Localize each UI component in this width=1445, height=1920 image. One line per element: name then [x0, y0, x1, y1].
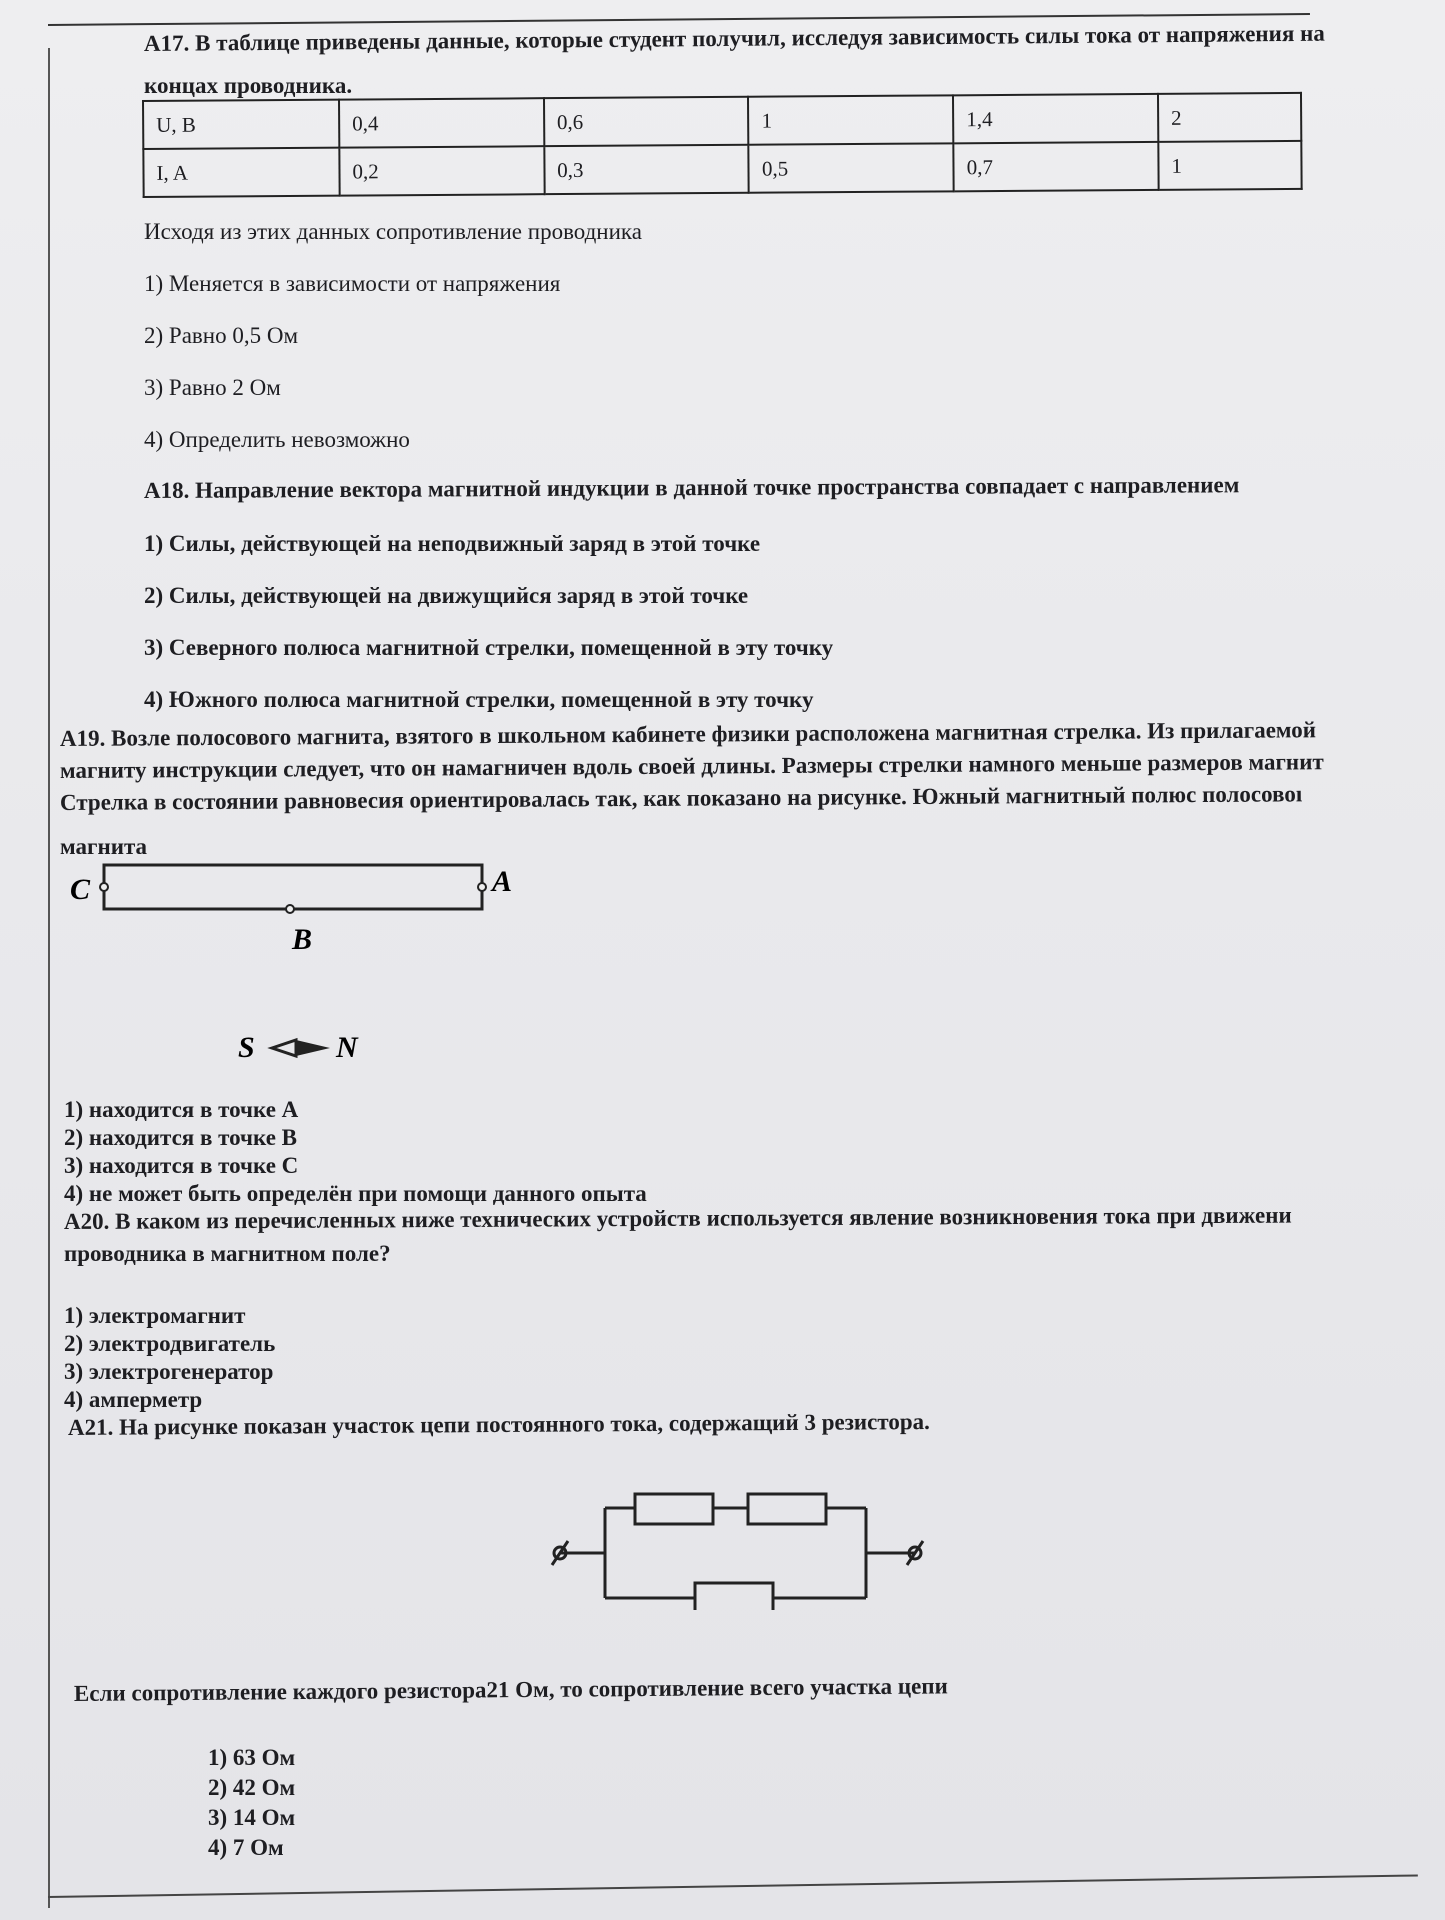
a20-text-1: В каком из перечисленных ниже технических устройств используется явление возникновения тока при движени	[109, 1202, 1292, 1234]
point-b-marker	[286, 905, 294, 913]
resistor-bottom	[695, 1583, 773, 1610]
a17-option-1: 1) Меняется в зависимости от напряжения	[144, 271, 561, 296]
a18-number: A18.	[143, 477, 190, 503]
a19-line4: магнита	[60, 834, 148, 859]
table-cell: 2	[1158, 93, 1301, 142]
table-cell: 0,7	[954, 142, 1159, 191]
a21-option-3: 3) 14 Ом	[208, 1805, 296, 1830]
a19-option-1: 1) находится в точке А	[64, 1097, 299, 1122]
resistor-top-2	[748, 1494, 826, 1524]
a20-number: A20.	[63, 1208, 110, 1234]
a21-circuit-diagram	[550, 1470, 970, 1610]
a21-question: Если сопротивление каждого резистора21 Ом, то сопротивление всего участка цепи	[73, 1673, 948, 1706]
a18-option-2: 2) Силы, действующей на движущийся заряд в этой точке	[144, 583, 749, 608]
table-cell: 0,5	[749, 143, 954, 192]
table-cell: 0,6	[544, 97, 749, 146]
a17-number: A17.	[143, 30, 190, 56]
table-cell: 1,4	[953, 94, 1158, 143]
resistor-top-1	[635, 1494, 713, 1524]
a19-option-2: 2) находится в точке В	[64, 1125, 298, 1150]
a17-title-line2: концах проводника.	[144, 73, 353, 98]
a21-option-4: 4) 7 Ом	[208, 1835, 284, 1860]
a19-option-3: 3) находится в точке С	[64, 1153, 299, 1178]
a21-option-2: 2) 42 Ом	[208, 1775, 296, 1800]
table-row-voltage	[143, 93, 1301, 149]
a17-title-text: В таблице приведены данные, которые студент получил, исследуя зависимость силы тока от напряжения на	[189, 20, 1325, 56]
a18-option-4: 4) Южного полюса магнитной стрелки, помещенной в эту точку	[144, 687, 814, 712]
a19-number: A19.	[59, 725, 106, 751]
table-row-current	[143, 141, 1301, 197]
point-a-marker	[478, 883, 486, 891]
compass-needle-north	[296, 1040, 330, 1056]
a18-option-1: 1) Силы, действующей на неподвижный заряд в этой точке	[144, 531, 761, 556]
a21-title	[68, 1408, 930, 1442]
compass-label-n: N	[336, 1031, 358, 1064]
a20-option-1: 1) электромагнит	[64, 1303, 246, 1328]
compass-label-s: S	[238, 1031, 255, 1064]
a20-line2: проводника в магнитном поле?	[64, 1241, 391, 1266]
label-c: C	[70, 873, 91, 906]
a19-line2: магниту инструкции следует, что он намагничен вдоль своей длины. Размеры стрелки намного меньше размеров магнит	[59, 749, 1324, 783]
a21-number: A21.	[67, 1414, 114, 1440]
a18-option-3: 3) Северного полюса магнитной стрелки, помещенной в эту точку	[144, 635, 834, 660]
a21-title-text: На рисунке показан участок цепи постоянного тока, содержащий 3 резистора.	[113, 1408, 930, 1440]
a17-option-2: 2) Равно 0,5 Ом	[144, 323, 298, 348]
table-cell: U, В	[143, 100, 339, 149]
a17-data-table	[142, 92, 1303, 198]
label-b: B	[292, 923, 313, 956]
a19-line3: Стрелка в состоянии равновесия ориентировалась так, как показано на рисунке. Южный магнитный полюс полосовоı	[59, 781, 1303, 815]
a17-option-4: 4) Определить невозможно	[144, 427, 410, 452]
a17-title-line1	[144, 20, 1325, 58]
point-c-marker	[100, 883, 108, 891]
label-a: A	[492, 865, 513, 898]
a19-text-1: Возле полосового магнита, взятого в школьном кабинете физики расположена магнитная стрелка. Из прилагаемой	[105, 717, 1317, 751]
a19-magnet-figure	[60, 855, 540, 1075]
bar-magnet	[104, 865, 482, 909]
frame-bottom-line	[48, 1874, 1418, 1898]
frame-left-line	[48, 48, 50, 1908]
a17-option-3: 3) Равно 2 Ом	[144, 375, 281, 400]
table-cell: 1	[748, 95, 953, 144]
table-cell: 1	[1158, 141, 1301, 190]
a19-line1	[60, 716, 1316, 753]
table-cell: I, A	[143, 148, 339, 197]
a20-option-3: 3) электрогенератор	[64, 1359, 274, 1384]
a20-line1	[64, 1202, 1292, 1236]
table-cell: 0,3	[544, 145, 749, 194]
table-cell: 0,2	[339, 146, 544, 195]
a18-title	[144, 471, 1240, 505]
a19-option-4: 4) не может быть определён при помощи данного опыта	[64, 1181, 647, 1206]
a21-option-1: 1) 63 Ом	[208, 1745, 296, 1770]
a20-option-4: 4) амперметр	[64, 1387, 203, 1412]
a18-title-text: Направление вектора магнитной индукции в данной точке пространства совпадает с направлением	[189, 472, 1240, 503]
a20-option-2: 2) электродвигатель	[64, 1331, 276, 1356]
compass-needle-south	[272, 1040, 296, 1056]
table-cell: 0,4	[339, 98, 544, 147]
a17-lead: Исходя из этих данных сопротивление проводника	[144, 219, 642, 244]
